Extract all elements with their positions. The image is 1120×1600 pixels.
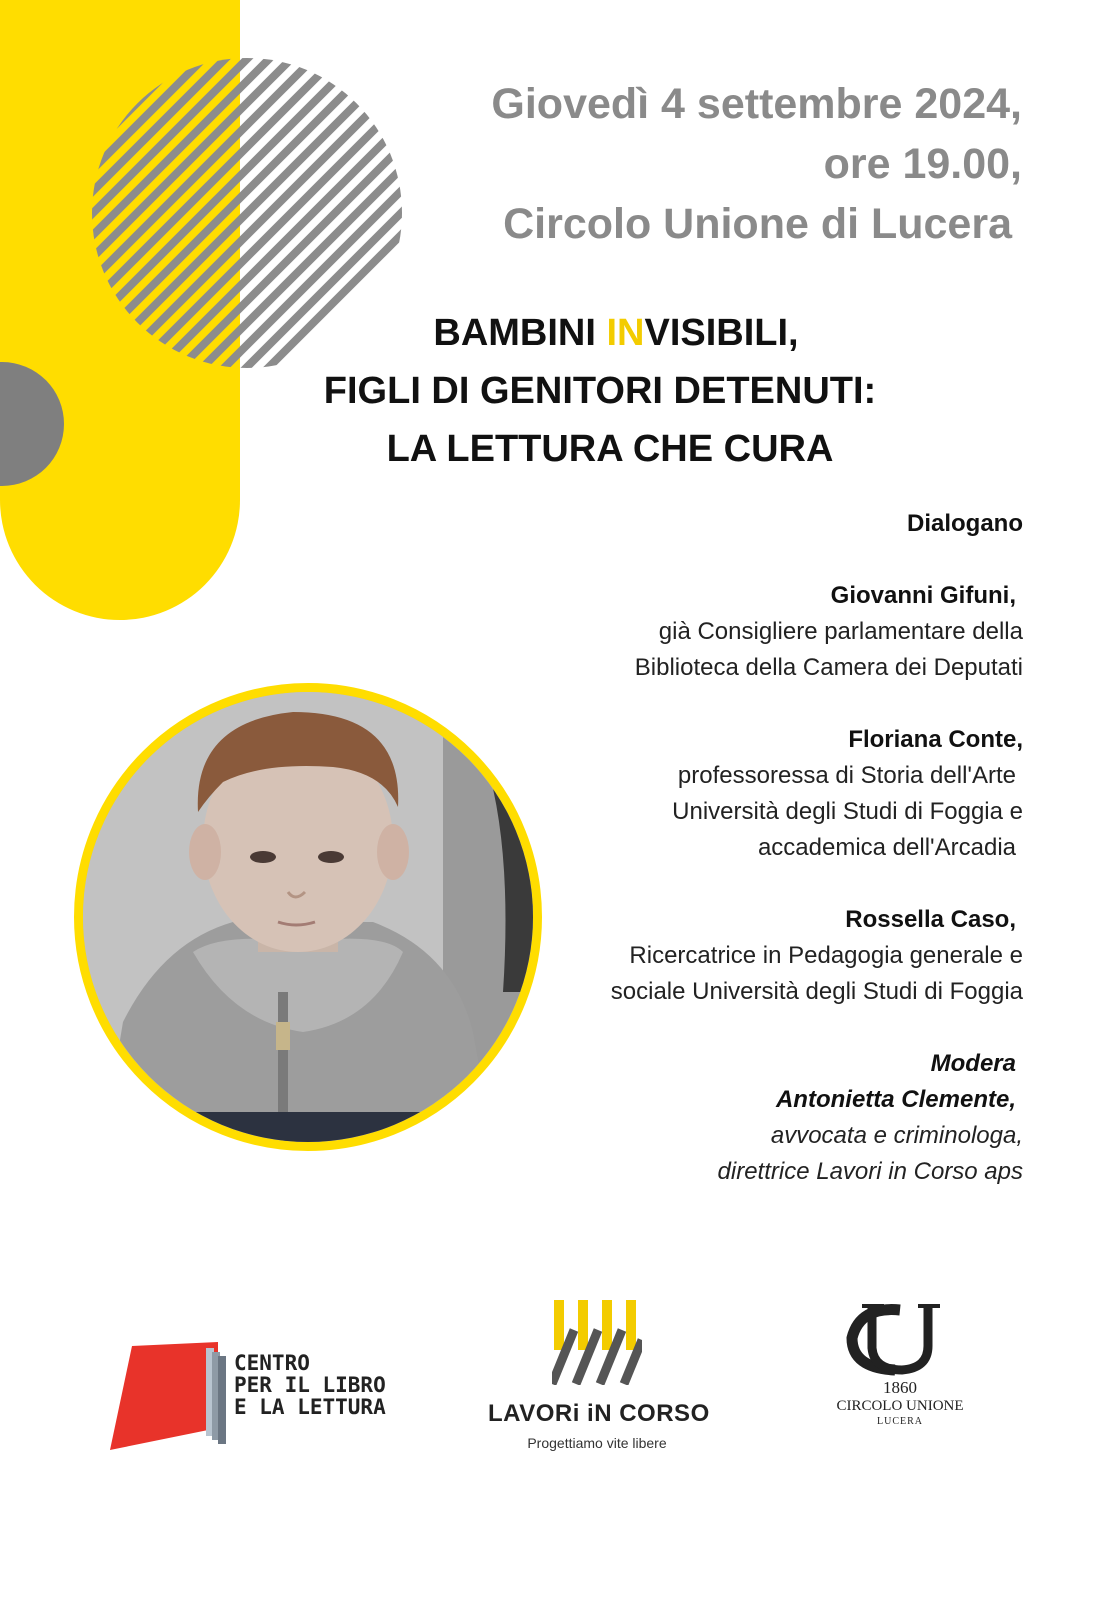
moderator-label: Modera [930,1050,1016,1077]
circolo-unione-monogram [840,1298,950,1378]
lavori-in-corso-logo-mark [552,1300,642,1385]
speaker-3-name: Rossella Caso, [845,906,1016,933]
speaker-3-role: sociale Università degli Studi di Foggia [610,978,1023,1005]
speaker-1-name: Giovanni Gifuni, [830,582,1016,609]
speaker-2-name: Floriana Conte, [848,726,1023,753]
event-title-line-3: LA LETTURA CHE CURA [386,428,834,470]
lavori-in-corso-tagline: Progettiamo vite libere [527,1435,667,1451]
lavori-in-corso-name: LAVORi iN CORSO [488,1400,710,1427]
circolo-unione-year: 1860 [883,1378,917,1397]
speaker-3-role: Ricercatrice in Pedagogia generale e [629,942,1023,969]
moderator-role: avvocata e criminologa, [770,1122,1023,1149]
speaker-2-role: professoressa di Storia dell'Arte [677,762,1016,789]
event-title-line-1: BAMBINI INVISIBILI, [433,312,799,354]
circolo-unione-city: LUCERA [877,1416,923,1427]
moderator-name: Antonietta Clemente, [775,1086,1016,1113]
speakers-intro: Dialogano [906,510,1023,537]
circolo-unione-name: CIRCOLO UNIONE [836,1398,964,1414]
event-title-line-2: FIGLI DI GENITORI DETENUTI: [323,370,877,412]
speaker-2-role: Università degli Studi di Foggia e [672,798,1023,825]
child-portrait-illustration [83,692,533,1142]
speaker-2-role: accademica dell'Arcadia [757,834,1016,861]
title-highlight: IN [606,312,645,354]
speaker-1-role: già Consigliere parlamentare della [658,618,1023,645]
centro-libro-lettura-name: CENTRO PER IL LIBRO E LA LETTURA [234,1351,386,1419]
event-date: Giovedì 4 settembre 2024, [491,80,1022,128]
speaker-1-role: Biblioteca della Camera dei Deputati [634,654,1023,681]
child-portrait-photo [74,683,542,1151]
event-time: ore 19.00, [823,140,1022,188]
event-venue: Circolo Unione di Lucera [503,200,1012,248]
moderator-role: direttrice Lavori in Corso aps [717,1158,1023,1185]
